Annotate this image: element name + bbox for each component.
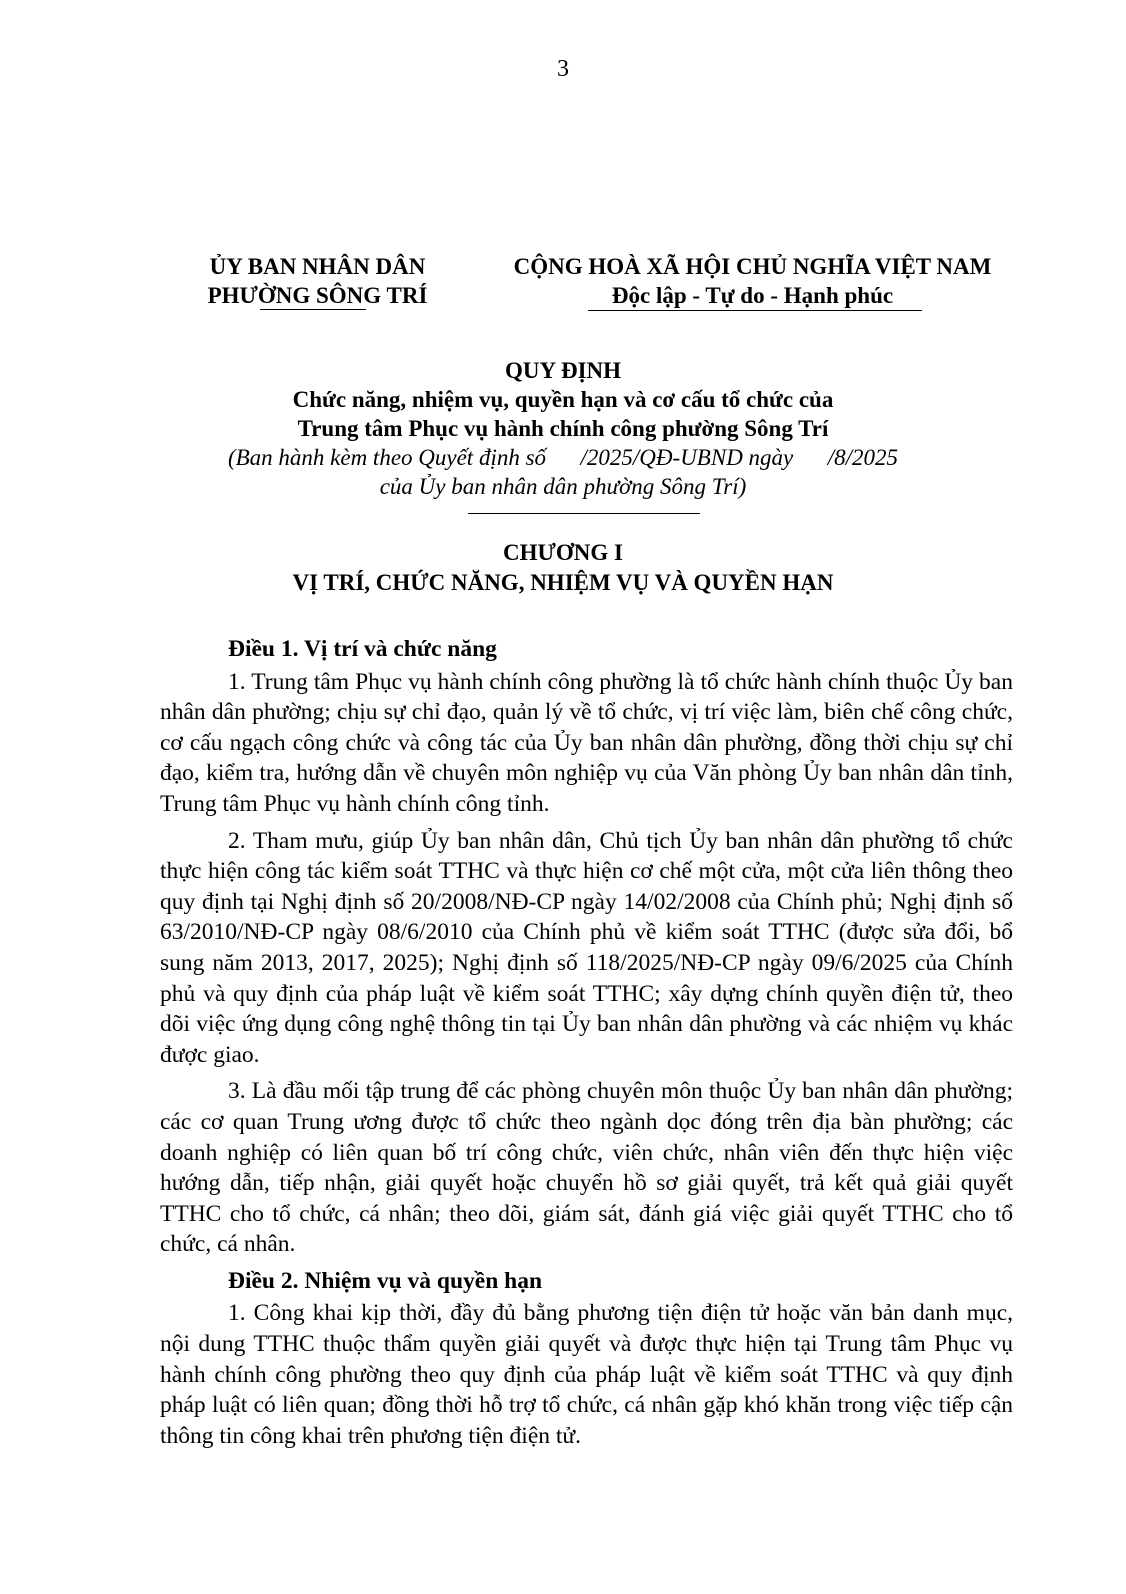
authority-line-2: PHƯỜNG SÔNG TRÍ (207, 283, 428, 308)
title-divider (468, 513, 700, 514)
title-note-2: của Ủy ban nhân dân phường Sông Trí) (379, 474, 747, 499)
title-subtitle-2: Trung tâm Phục vụ hành chính công phường Sông Trí (297, 416, 829, 441)
title-note-1: (Ban hành kèm theo Quyết định số /2025/QĐ-UBND ngày /8/2025 (227, 445, 899, 470)
national-motto (490, 252, 1015, 310)
article-2-paragraph-1: 1. Công khai kịp thời, đầy đủ bằng phương tiện điện tử hoặc văn bản danh mục, nội dung TTHC thuộc thẩm quyền giải quyết và được thực hiện tại Trung tâm Phục vụ hành chính công phường theo quy định của pháp luật về kiểm soát TTHC và quy định pháp luật có liên quan; đồng thời hỗ trợ tổ chức, cá nhân gặp khó khăn trong việc tiếp cận thông tin công khai trên phương tiện điện tử. (160, 1300, 1013, 1449)
issuing-authority (190, 252, 445, 310)
page-number: 3 (557, 56, 569, 82)
article-1-paragraph-2: 2. Tham mưu, giúp Ủy ban nhân dân, Chủ tịch Ủy ban nhân dân phường tổ chức thực hiện công tác kiểm soát TTHC và thực hiện cơ chế một cửa, một cửa liên thông theo quy định tại Nghị định số 20/2008/NĐ-CP ngày 14/02/2008 của Chính phủ; Nghị định số 63/2010/NĐ-CP ngày 08/6/2010 của Chính phủ về kiểm soát TTHC (được sửa đổi, bổ sung năm 2013, 2017, 2025); Nghị định số 118/2025/NĐ-CP ngày 09/6/2025 của Chính phủ và quy định của pháp luật về kiểm soát TTHC; xây dựng chính quyền điện tử, theo dõi việc ứng dụng công nghệ thông tin tại Ủy ban nhân dân phường và các nhiệm vụ khác được giao. (160, 827, 1013, 1068)
title-subtitle-1: Chức năng, nhiệm vụ, quyền hạn và cơ cấu tổ chức của (292, 387, 834, 412)
authority-line-1: ỦY BAN NHÂN DÂN (209, 254, 426, 279)
title-heading: QUY ĐỊNH (504, 358, 622, 383)
article-2-heading: Điều 2. Nhiệm vụ và quyền hạn (228, 1267, 543, 1294)
article-1-paragraph-1: 1. Trung tâm Phục vụ hành chính công phường là tổ chức hành chính thuộc Ủy ban nhân dân phường; chịu sự chỉ đạo, quản lý về tổ chức, vị trí việc làm, biên chế công chức, cơ cấu ngạch công chức và công tác của Ủy ban nhân dân phường, đồng thời chịu sự chỉ đạo, kiểm tra, hướng dẫn về chuyên môn nghiệp vụ của Văn phòng Ủy ban nhân dân tỉnh, Trung tâm Phục vụ hành chính công tỉnh. (160, 668, 1013, 817)
chapter-name: VỊ TRÍ, CHỨC NĂNG, NHIỆM VỤ VÀ QUYỀN HẠN (292, 570, 834, 595)
motto-underline (588, 310, 922, 311)
article-1-heading: Điều 1. Vị trí và chức năng (228, 636, 497, 662)
chapter-number: CHƯƠNG I (503, 540, 623, 565)
chapter-heading (0, 538, 1126, 598)
country-name: CỘNG HOÀ XÃ HỘI CHỦ NGHĨA VIỆT NAM (513, 254, 992, 279)
document-header (0, 252, 1126, 322)
motto: Độc lập - Tự do - Hạnh phúc (611, 283, 894, 308)
authority-underline (260, 309, 366, 310)
article-1-paragraph-3: 3. Là đầu mối tập trung để các phòng chuyên môn thuộc Ủy ban nhân dân phường; các cơ quan Trung ương được tổ chức theo ngành dọc đóng trên địa bàn phường; các doanh nghiệp có liên quan bố trí công chức, viên chức, nhân viên đến thực hiện việc hướng dẫn, tiếp nhận, giải quyết hoặc chuyển hồ sơ giải quyết, trả kết quả giải quyết TTHC cho tổ chức, cá nhân; theo dõi, giám sát, đánh giá việc giải quyết TTHC cho tổ chức, cá nhân. (160, 1078, 1013, 1258)
document-body (160, 634, 1013, 1457)
regulation-title (0, 356, 1126, 501)
